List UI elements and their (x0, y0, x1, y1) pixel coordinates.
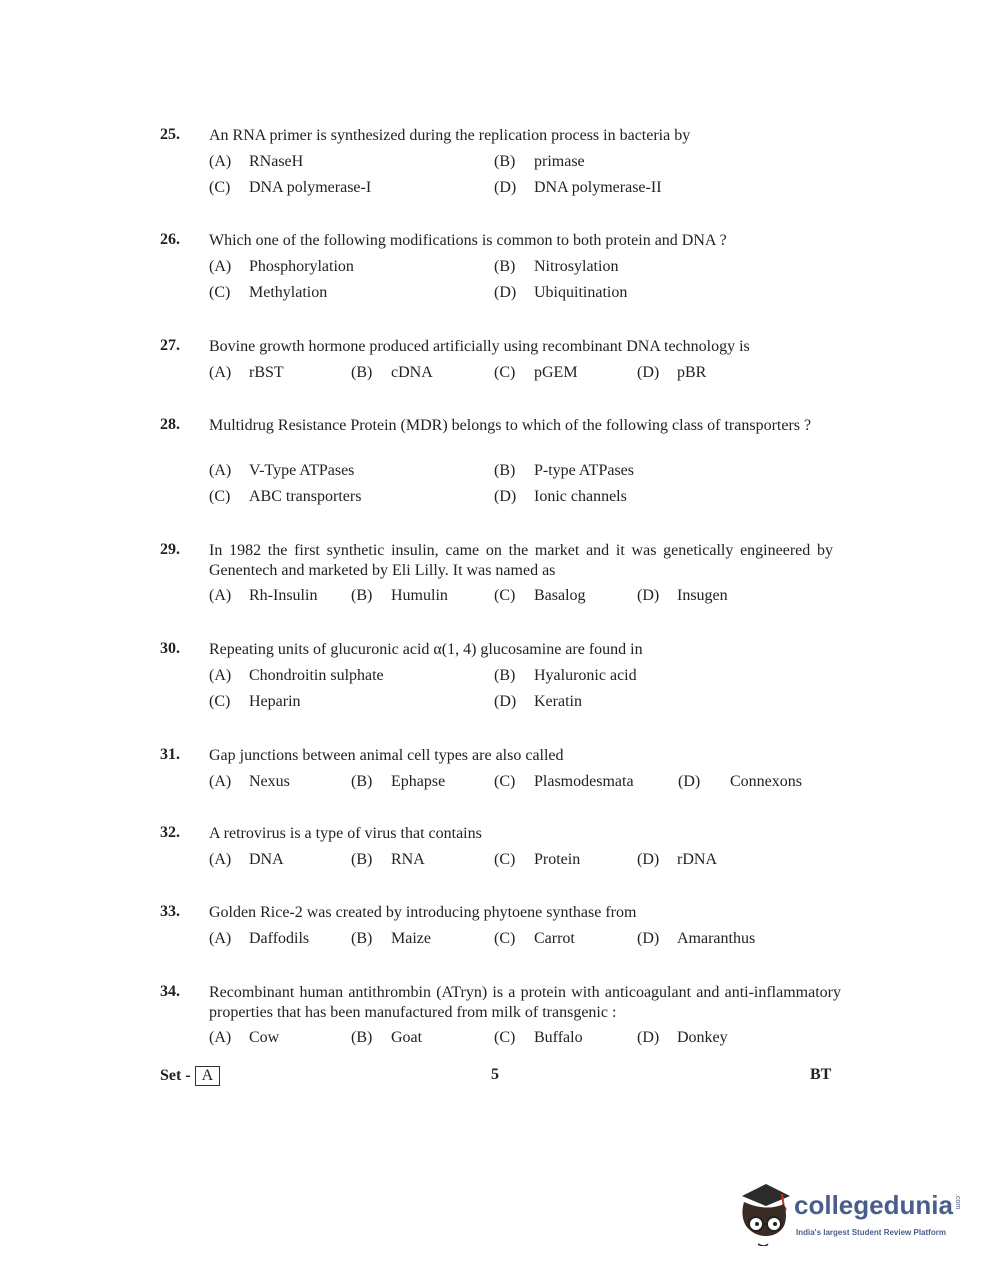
option-c[interactable]: (C) Carrot (494, 930, 575, 947)
option-a[interactable]: (A) Nexus (209, 773, 290, 790)
option-c[interactable]: (C) Basalog (494, 587, 586, 604)
option-b[interactable]: (B) Ephapse (351, 773, 446, 790)
question-number: 27. (160, 337, 180, 354)
question-number: 28. (160, 416, 180, 433)
option-b[interactable]: (B) primase (494, 153, 585, 170)
question-number: 26. (160, 231, 180, 248)
question-number: 30. (160, 640, 180, 657)
option-d[interactable]: (D) DNA polymerase-II (494, 179, 662, 196)
question-number: 29. (160, 541, 180, 558)
option-c[interactable]: (C) DNA polymerase-I (209, 179, 372, 196)
question-text: In 1982 the first synthetic insulin, came on the market and it was genetically engineered by Genentech and marketed by Eli Lilly. It was named as (209, 542, 833, 579)
option-b[interactable]: (B) Humulin (351, 587, 448, 604)
question-text: Which one of the following modifications is common to both protein and DNA ? (209, 232, 727, 249)
option-d[interactable]: (D) Donkey (637, 1029, 728, 1046)
page-number: 5 (491, 1066, 499, 1083)
question-text: Gap junctions between animal cell types are also called (209, 747, 564, 764)
logo-tagline: India's largest Student Review Platform (796, 1228, 946, 1237)
option-a[interactable]: (A) rBST (209, 364, 284, 381)
option-d[interactable]: (D) rDNA (637, 851, 717, 868)
option-d[interactable]: (D) Connexons (678, 773, 802, 790)
option-a[interactable]: (A) Chondroitin sulphate (209, 667, 384, 684)
option-c[interactable]: (C) Protein (494, 851, 581, 868)
question-text: Recombinant human antithrombin (ATryn) is a protein with anticoagulant and anti-inflammatory properties that has been manufactured from milk of transgenic : (209, 984, 841, 1021)
option-d[interactable]: (D) Amaranthus (637, 930, 756, 947)
option-a[interactable]: (A) Phosphorylation (209, 258, 354, 275)
logo-wordmark: collegedunia (794, 1190, 953, 1220)
question-number: 31. (160, 746, 180, 763)
option-b[interactable]: (B) P-type ATPases (494, 462, 634, 479)
question-number: 34. (160, 983, 180, 1000)
option-b[interactable]: (B) Hyaluronic acid (494, 667, 637, 684)
question-text: A retrovirus is a type of virus that contains (209, 825, 482, 842)
option-c[interactable]: (C) ABC transporters (209, 488, 362, 505)
option-b[interactable]: (B) cDNA (351, 364, 433, 381)
option-d[interactable]: (D) Insugen (637, 587, 728, 604)
option-c[interactable]: (C) pGEM (494, 364, 578, 381)
logo-suffix: .com (954, 1194, 961, 1210)
option-d[interactable]: (D) pBR (637, 364, 707, 381)
question-text: Bovine growth hormone produced artificially using recombinant DNA technology is (209, 338, 750, 355)
question-text: Repeating units of glucuronic acid α(1, 4) glucosamine are found in (209, 641, 643, 658)
option-a[interactable]: (A) V-Type ATPases (209, 462, 355, 479)
option-c[interactable]: (C) Heparin (209, 693, 301, 710)
option-b[interactable]: (B) Maize (351, 930, 431, 947)
option-d[interactable]: (D) Ubiquitination (494, 284, 628, 301)
set-value: A (195, 1066, 221, 1086)
option-a[interactable]: (A) Cow (209, 1029, 280, 1046)
option-a[interactable]: (A) Rh-Insulin (209, 587, 318, 604)
option-b[interactable]: (B) RNA (351, 851, 425, 868)
option-b[interactable]: (B) Nitrosylation (494, 258, 619, 275)
mascot-icon (736, 1182, 794, 1246)
option-a[interactable]: (A) DNA (209, 851, 284, 868)
option-d[interactable]: (D) Ionic channels (494, 488, 627, 505)
option-a[interactable]: (A) RNaseH (209, 153, 304, 170)
option-c[interactable]: (C) Plasmodesmata (494, 773, 634, 790)
question-text: Multidrug Resistance Protein (MDR) belongs to which of the following class of transporters ? (209, 417, 812, 434)
question-number: 25. (160, 126, 180, 143)
question-number: 32. (160, 824, 180, 841)
paper-code: BT (810, 1066, 832, 1083)
option-d[interactable]: (D) Keratin (494, 693, 582, 710)
question-text: Golden Rice-2 was created by introducing phytoene synthase from (209, 904, 637, 921)
question-number: 33. (160, 903, 180, 920)
option-c[interactable]: (C) Buffalo (494, 1029, 583, 1046)
option-b[interactable]: (B) Goat (351, 1029, 423, 1046)
set-indicator (160, 1066, 220, 1086)
set-label: Set - (160, 1067, 191, 1084)
option-c[interactable]: (C) Methylation (209, 284, 328, 301)
collegedunia-logo (736, 1182, 966, 1252)
option-a[interactable]: (A) Daffodils (209, 930, 310, 947)
question-text: An RNA primer is synthesized during the replication process in bacteria by (209, 127, 691, 144)
